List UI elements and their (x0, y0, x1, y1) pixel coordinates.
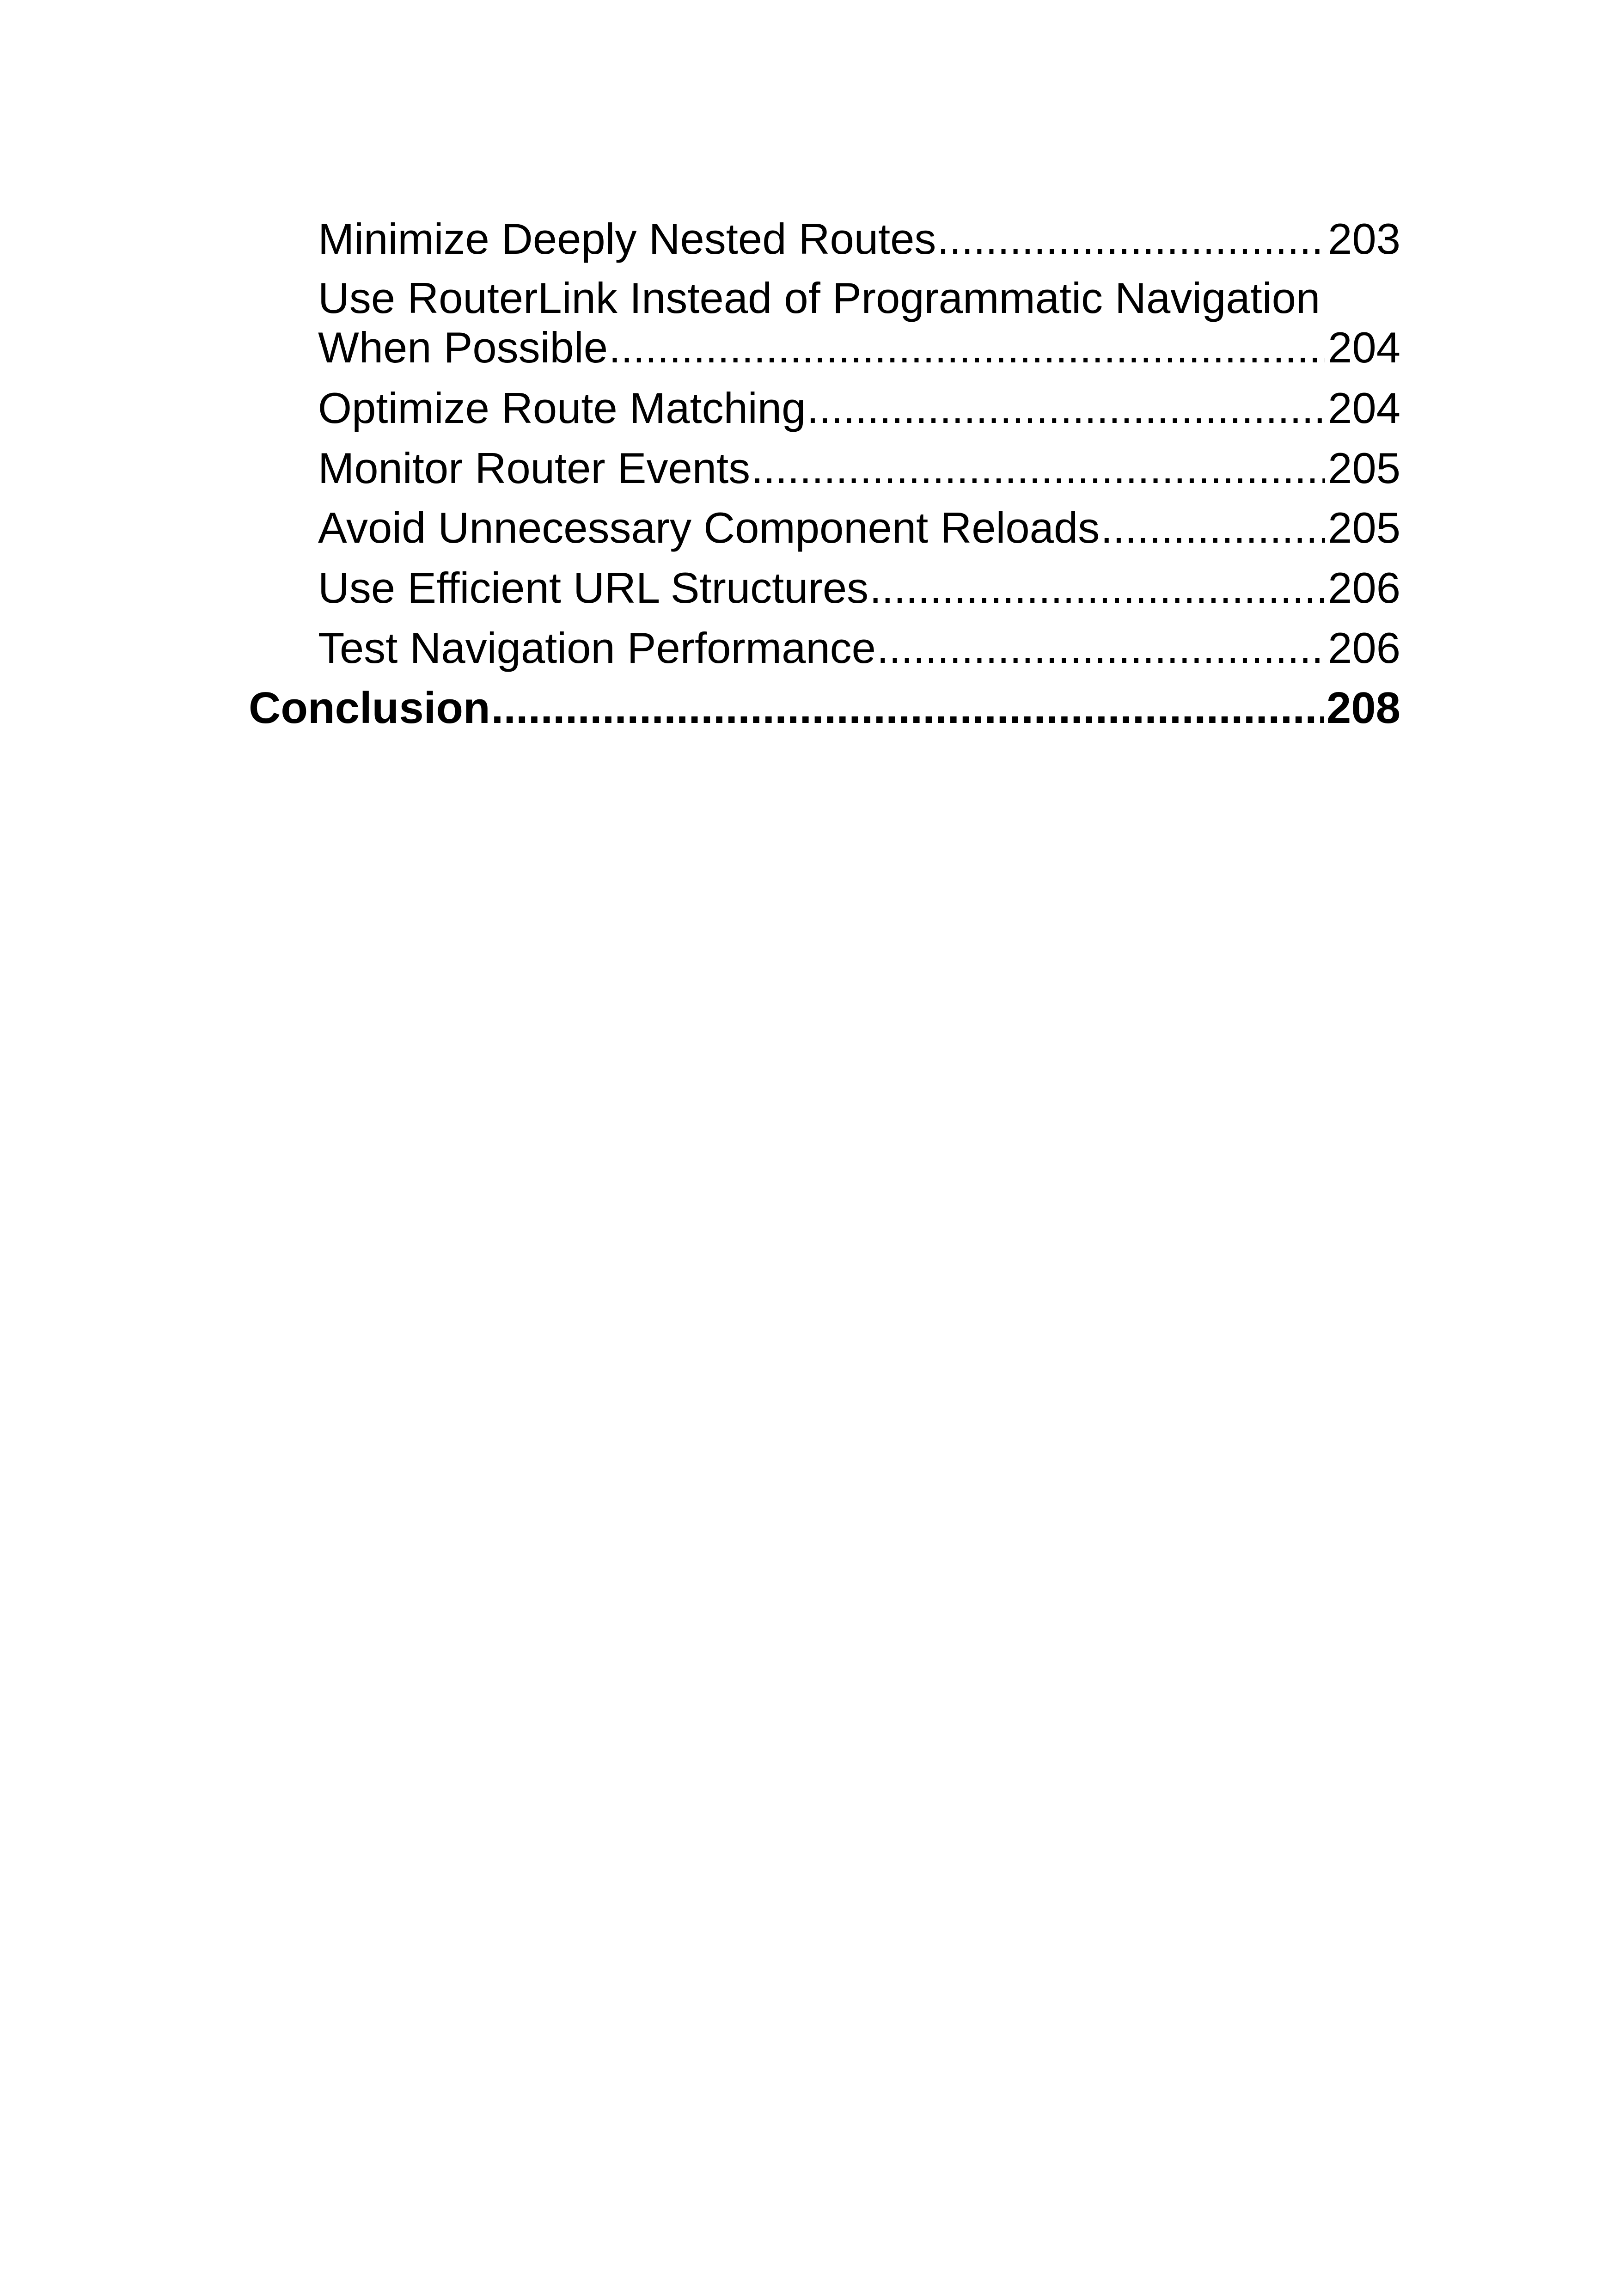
toc-entry[interactable] (318, 386, 1400, 430)
toc-entry-page: 203 (1328, 214, 1400, 263)
toc-entry-page: 205 (1328, 503, 1400, 552)
toc-entry[interactable] (318, 563, 1400, 612)
dot-leader (609, 326, 1325, 369)
toc-entry-title: Use Efficient URL Structures (318, 563, 869, 612)
toc-entry-title: Optimize Route Matching (318, 384, 806, 432)
toc-entry-page: 205 (1328, 444, 1400, 492)
dot-leader (491, 686, 1324, 730)
dot-leader (937, 217, 1325, 261)
toc-entry-page: 208 (1326, 683, 1400, 733)
toc-entry[interactable] (318, 323, 1400, 372)
toc-entry[interactable] (318, 214, 1400, 263)
toc-entry-page: 206 (1328, 624, 1400, 672)
toc-entry-title: Minimize Deeply Nested Routes (318, 214, 936, 263)
toc-entry[interactable] (318, 444, 1400, 492)
dot-leader (869, 566, 1325, 610)
toc-entry-title: Monitor Router Events (318, 444, 751, 492)
toc-entry[interactable] (318, 626, 1400, 670)
toc-entry-title: Avoid Unnecessary Component Reloads (318, 503, 1100, 552)
toc-chapter-entry[interactable] (249, 683, 1400, 733)
toc-entry[interactable] (318, 503, 1400, 552)
dot-leader (877, 626, 1325, 670)
toc-entry-page: 204 (1328, 384, 1400, 432)
dot-leader (807, 386, 1325, 430)
dot-leader (751, 447, 1325, 490)
dot-leader (1100, 506, 1325, 550)
toc-entry-title-line1[interactable]: Use RouterLink Instead of Programmatic Navigation (318, 274, 1321, 322)
toc-entry-title: Conclusion (249, 683, 490, 733)
toc-entry-page: 206 (1328, 563, 1400, 612)
toc-entry-page: 204 (1328, 323, 1400, 372)
toc-entry-title: When Possible (318, 323, 608, 372)
toc-entry-title: Test Navigation Performance (318, 624, 876, 672)
